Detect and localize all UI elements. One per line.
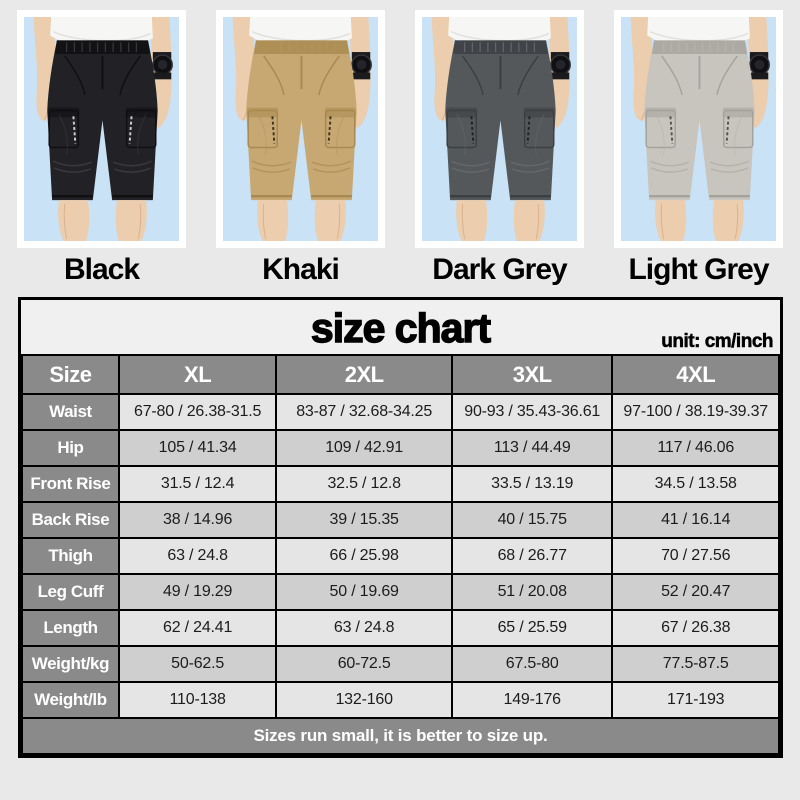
measurement-value: 33.5 / 13.19 xyxy=(452,466,612,502)
measurement-value: 39 / 15.35 xyxy=(276,502,452,538)
size-chart xyxy=(18,297,783,758)
measurement-value: 51 / 20.08 xyxy=(452,574,612,610)
measurement-row-front-rise xyxy=(22,466,779,502)
product-photo-khaki xyxy=(223,17,378,241)
measurement-row-back-rise xyxy=(22,502,779,538)
size-note: Sizes run small, it is better to size up. xyxy=(22,718,779,754)
measurement-row-hip xyxy=(22,430,779,466)
measurement-row-leg-cuff xyxy=(22,574,779,610)
measurement-label: Weight/kg xyxy=(22,646,119,682)
product-color-label: Dark Grey xyxy=(432,253,567,286)
product-tile-light-grey xyxy=(614,10,783,287)
measurement-value: 68 / 26.77 xyxy=(452,538,612,574)
measurement-value: 32.5 / 12.8 xyxy=(276,466,452,502)
measurement-value: 97-100 / 38.19-39.37 xyxy=(612,394,779,430)
measurement-label: Front Rise xyxy=(22,466,119,502)
measurement-label: Length xyxy=(22,610,119,646)
product-color-label: Khaki xyxy=(262,253,339,286)
measurement-value: 60-72.5 xyxy=(276,646,452,682)
shorts-photo-illustration xyxy=(223,17,378,241)
size-column-header-4xl: 4XL xyxy=(612,355,779,394)
size-chart-table xyxy=(21,354,780,755)
measurement-value: 83-87 / 32.68-34.25 xyxy=(276,394,452,430)
size-note-row xyxy=(22,718,779,754)
measurement-row-weight-lb xyxy=(22,682,779,718)
measurement-value: 49 / 19.29 xyxy=(119,574,276,610)
size-column-header-3xl: 3XL xyxy=(452,355,612,394)
measurement-label: Back Rise xyxy=(22,502,119,538)
measurement-label: Waist xyxy=(22,394,119,430)
measurement-label: Thigh xyxy=(22,538,119,574)
product-photo-light-grey xyxy=(621,17,776,241)
measurement-value: 65 / 25.59 xyxy=(452,610,612,646)
measurement-value: 52 / 20.47 xyxy=(612,574,779,610)
measurement-value: 67-80 / 26.38-31.5 xyxy=(119,394,276,430)
measurement-value: 113 / 44.49 xyxy=(452,430,612,466)
product-photo-frame xyxy=(216,10,385,248)
measurement-row-weight-kg xyxy=(22,646,779,682)
size-chart-body xyxy=(22,394,779,718)
size-chart-header-row xyxy=(22,355,779,394)
product-photo-frame xyxy=(614,10,783,248)
size-chart-header-area xyxy=(21,300,780,354)
measurement-value: 117 / 46.06 xyxy=(612,430,779,466)
measurement-value: 62 / 24.41 xyxy=(119,610,276,646)
measurement-value: 50 / 19.69 xyxy=(276,574,452,610)
product-tile-dark-grey xyxy=(415,10,584,287)
measurement-value: 41 / 16.14 xyxy=(612,502,779,538)
measurement-value: 105 / 41.34 xyxy=(119,430,276,466)
measurement-value: 66 / 25.98 xyxy=(276,538,452,574)
measurement-value: 38 / 14.96 xyxy=(119,502,276,538)
measurement-label: Weight/lb xyxy=(22,682,119,718)
measurement-value: 171-193 xyxy=(612,682,779,718)
measurement-value: 90-93 / 35.43-36.61 xyxy=(452,394,612,430)
measurement-value: 70 / 27.56 xyxy=(612,538,779,574)
product-gallery xyxy=(0,0,800,287)
measurement-row-thigh xyxy=(22,538,779,574)
size-chart-title: size chart xyxy=(310,305,491,351)
product-photo-frame xyxy=(17,10,186,248)
measurement-row-waist xyxy=(22,394,779,430)
product-photo-frame xyxy=(415,10,584,248)
measurement-value: 63 / 24.8 xyxy=(276,610,452,646)
measurement-value: 110-138 xyxy=(119,682,276,718)
shorts-photo-illustration xyxy=(621,17,776,241)
size-column-header-size: Size xyxy=(22,355,119,394)
measurement-value: 132-160 xyxy=(276,682,452,718)
shorts-photo-illustration xyxy=(422,17,577,241)
size-column-header-2xl: 2XL xyxy=(276,355,452,394)
measurement-row-length xyxy=(22,610,779,646)
measurement-value: 149-176 xyxy=(452,682,612,718)
measurement-value: 40 / 15.75 xyxy=(452,502,612,538)
measurement-value: 31.5 / 12.4 xyxy=(119,466,276,502)
product-photo-black xyxy=(24,17,179,241)
size-column-header-xl: XL xyxy=(119,355,276,394)
measurement-value: 50-62.5 xyxy=(119,646,276,682)
measurement-value: 109 / 42.91 xyxy=(276,430,452,466)
product-color-label: Black xyxy=(63,253,140,286)
measurement-value: 77.5-87.5 xyxy=(612,646,779,682)
measurement-value: 34.5 / 13.58 xyxy=(612,466,779,502)
product-color-label: Light Grey xyxy=(628,253,769,286)
measurement-value: 63 / 24.8 xyxy=(119,538,276,574)
measurement-label: Hip xyxy=(22,430,119,466)
unit-label: unit: cm/inch xyxy=(661,331,773,352)
measurement-label: Leg Cuff xyxy=(22,574,119,610)
product-tile-black xyxy=(17,10,186,287)
measurement-value: 67.5-80 xyxy=(452,646,612,682)
measurement-value: 67 / 26.38 xyxy=(612,610,779,646)
product-photo-dark-grey xyxy=(422,17,577,241)
shorts-photo-illustration xyxy=(24,17,179,241)
product-tile-khaki xyxy=(216,10,385,287)
